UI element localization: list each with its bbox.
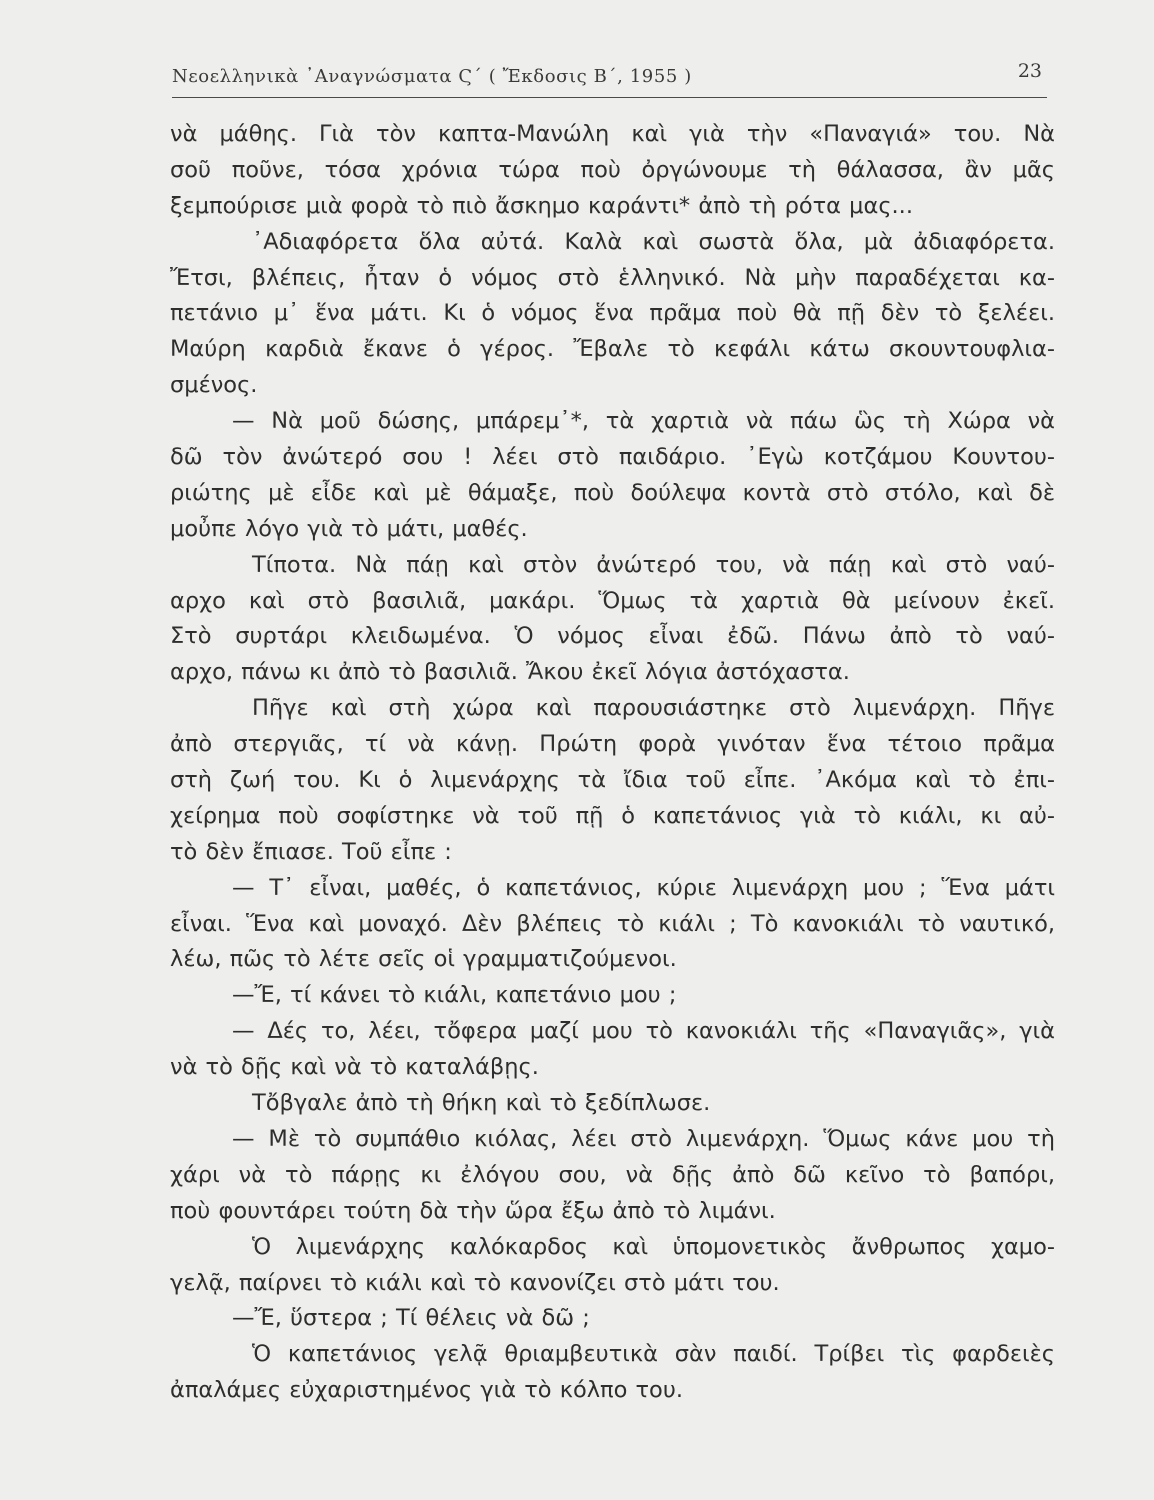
text-line: Τίποτα. Νὰ πάῃ καὶ στὸν ἀνώτερό του, νὰ πάῃ καὶ στὸ ναύ-	[252, 551, 1055, 578]
text-line: Τὄβγαλε ἀπὸ τὴ θήκη καὶ τὸ ξεδίπλωσε.	[252, 1090, 711, 1117]
text-line: τὸ δὲν ἔπιασε. Τοῦ εἶπε :	[170, 838, 452, 865]
text-line: σοῦ ποῦνε, τόσα χρόνια τώρα ποὺ ὀργώνουμε τὴ θάλασσα, ἂν μᾶς	[170, 156, 1055, 183]
text-line: Ὁ λιμενάρχης καλόκαρδος καὶ ὑπομονετικὸς ἄνθρωπος χαμο-	[252, 1233, 1055, 1260]
text-line: λέω, πῶς τὸ λέτε σεῖς οἱ γραμματιζούμενοι.	[170, 946, 677, 973]
text-line: — Δές το, λέει, τὄφερα μαζί μου τὸ κανοκιάλι τῆς «Παναγιᾶς», γιὰ	[232, 1018, 1055, 1045]
text-line: Ὁ καπετάνιος γελᾷ θριαμβευτικὰ σὰν παιδί. Τρίβει τὶς φαρδειὲς	[252, 1341, 1055, 1368]
text-line: Μαύρη καρδιὰ ἔκανε ὁ γέρος. Ἔβαλε τὸ κεφάλι κάτω σκουντουφλια-	[170, 336, 1055, 363]
text-line: εἶναι. Ἕνα καὶ μοναχό. Δὲν βλέπεις τὸ κιάλι ; Τὸ κανοκιάλι τὸ ναυτικό,	[170, 910, 1055, 937]
text-line: ἀπαλάμες εὐχαριστημένος γιὰ τὸ κόλπο του.	[170, 1377, 683, 1404]
text-line: μοὖπε λόγο γιὰ τὸ μάτι, μαθές.	[170, 515, 528, 542]
running-head	[172, 60, 1047, 94]
header-rule	[172, 97, 1047, 98]
text-line: νὰ τὸ δῇς καὶ νὰ τὸ καταλάβῃς.	[170, 1054, 539, 1081]
text-line: ριώτης μὲ εἶδε καὶ μὲ θάμαξε, ποὺ δούλεψα κοντὰ στὸ στόλο, καὶ δὲ	[170, 479, 1055, 506]
text-line: ξεμπούρισε μιὰ φορὰ τὸ πιὸ ἄσκημο καράντι* ἀπὸ τὴ ρότα μας...	[170, 192, 913, 219]
text-line: Πῆγε καὶ στὴ χώρα καὶ παρουσιάστηκε στὸ λιμενάρχη. Πῆγε	[252, 695, 1055, 722]
text-line: ᾿Αδιαφόρετα ὅλα αὐτά. Καλὰ καὶ σωστὰ ὅλα, μὰ ἀδιαφόρετα.	[252, 228, 1055, 255]
text-line: —Ἔ, τί κάνει τὸ κιάλι, καπετάνιο μου ;	[232, 982, 677, 1009]
body-text	[170, 117, 1055, 1409]
page-number: 23	[1017, 60, 1042, 82]
text-line: χάρι νὰ τὸ πάρῃς κι ἐλόγου σου, νὰ δῇς ἀπὸ δῶ κεῖνο τὸ βαπόρι,	[170, 1161, 1055, 1188]
text-line: — Νὰ μοῦ δώσης, μπάρεμ᾿*, τὰ χαρτιὰ νὰ πάω ὣς τὴ Χώρα νὰ	[232, 408, 1055, 435]
text-line: αρχο, πάνω κι ἀπὸ τὸ βασιλιᾶ. Ἄκου ἐκεῖ λόγια ἀστόχαστα.	[170, 659, 850, 686]
text-line: Στὸ συρτάρι κλειδωμένα. Ὁ νόμος εἶναι ἐδῶ. Πάνω ἀπὸ τὸ ναύ-	[170, 623, 1055, 650]
text-line: Ἔτσι, βλέπεις, ἦταν ὁ νόμος στὸ ἑλληνικό. Νὰ μὴν παραδέχεται κα-	[170, 264, 1055, 291]
text-line: στὴ ζωή του. Κι ὁ λιμενάρχης τὰ ἴδια τοῦ εἶπε. ᾿Ακόμα καὶ τὸ ἐπι-	[170, 767, 1055, 794]
text-line: δῶ τὸν ἀνώτερό σου ! λέει στὸ παιδάριο. ᾿Εγὼ κοτζάμου Κουντου-	[170, 444, 1055, 471]
text-line: ποὺ φουντάρει τούτη δὰ τὴν ὥρα ἔξω ἀπὸ τὸ λιμάνι.	[170, 1197, 776, 1224]
text-line: νὰ μάθης. Γιὰ τὸν καπτα-Μανώλη καὶ γιὰ τὴν «Παναγιά» του. Νὰ	[170, 121, 1055, 147]
text-line: —Ἔ, ὕστερα ; Τί θέλεις νὰ δῶ ;	[232, 1305, 590, 1332]
text-line: — Μὲ τὸ συμπάθιο κιόλας, λέει στὸ λιμενάρχη. Ὅμως κάνε μου τὴ	[232, 1125, 1055, 1152]
text-line: ἀπὸ στεργιᾶς, τί νὰ κάνῃ. Πρώτη φορὰ γινόταν ἕνα τέτοιο πρᾶμα	[170, 731, 1055, 758]
text-line: σμένος.	[170, 372, 258, 399]
text-line: — Τ᾿ εἶναι, μαθές, ὁ καπετάνιος, κύριε λιμενάρχη μου ; Ἕνα μάτι	[232, 874, 1055, 901]
text-line: αρχο καὶ στὸ βασιλιᾶ, μακάρι. Ὅμως τὰ χαρτιὰ θὰ μείνουν ἐκεῖ.	[170, 587, 1055, 614]
text-line: χείρημα ποὺ σοφίστηκε νὰ τοῦ πῇ ὁ καπετάνιος γιὰ τὸ κιάλι, κι αὐ-	[170, 802, 1055, 829]
running-title: Νεοελληνικὰ ᾿Αναγνώσματα Ϛ΄ ( Ἔκδοσις Β΄, 1955 )	[172, 66, 692, 87]
text-line: γελᾷ, παίρνει τὸ κιάλι καὶ τὸ κανονίζει στὸ μάτι του.	[170, 1269, 780, 1296]
text-line: πετάνιο μ᾿ ἕνα μάτι. Κι ὁ νόμος ἕνα πρᾶμα ποὺ θὰ πῇ δὲν τὸ ξελέει.	[170, 300, 1055, 327]
